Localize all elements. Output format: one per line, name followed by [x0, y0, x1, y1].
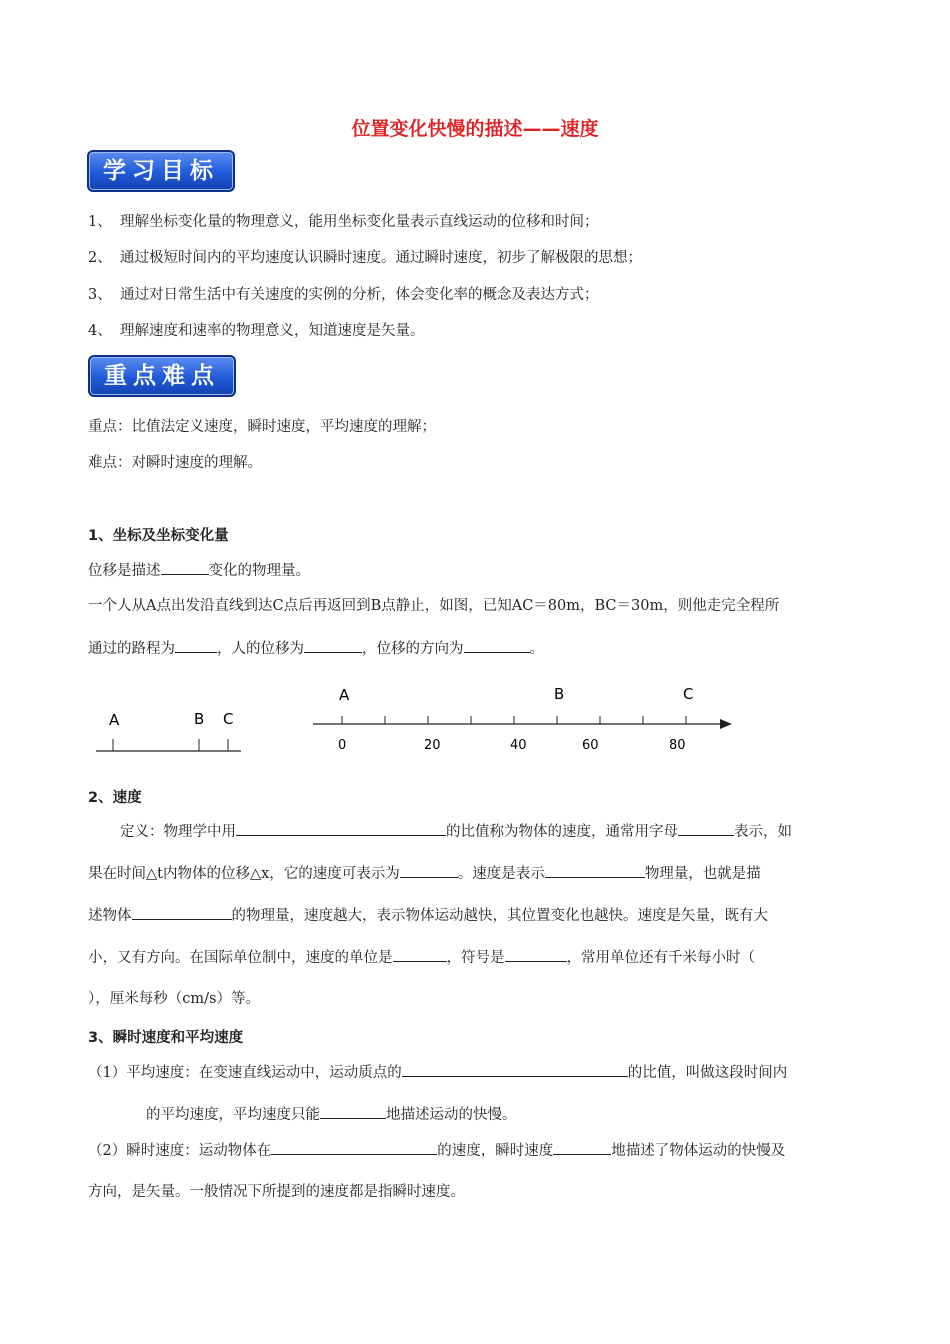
sec2-line-1 — [120, 821, 792, 842]
blank[interactable] — [553, 1140, 611, 1155]
key-important: 重点：比值法定义速度，瞬时速度，平均速度的理解； — [88, 419, 436, 435]
goal-num: 1、 — [88, 214, 112, 230]
text: 变化的物理量。 — [208, 563, 310, 579]
text: 述物体 — [88, 908, 132, 924]
blank[interactable] — [400, 863, 458, 878]
section-1-heading: 1、坐标及坐标变化量 — [88, 528, 229, 544]
text: 的比值称为物体的速度，通常用字母 — [446, 824, 678, 840]
left-label-a: A — [109, 711, 120, 729]
blank[interactable] — [464, 638, 530, 653]
goal-item-3 — [88, 285, 599, 305]
goal-text: 通过对日常生活中有关速度的实例的分析，体会变化率的概念及表达方式； — [120, 287, 599, 303]
blank[interactable] — [393, 947, 447, 962]
text: 表示，如 — [734, 824, 792, 840]
sec2-line-2 — [88, 863, 761, 884]
goal-num: 2、 — [88, 250, 112, 266]
sec3-inst-line-1 — [88, 1140, 785, 1161]
axis-point-b: B — [554, 685, 565, 703]
text: 地描述运动的快慢。 — [386, 1107, 517, 1123]
text: 物理量，也就是描 — [644, 866, 761, 882]
blank[interactable] — [132, 905, 232, 920]
left-label-b: B — [194, 710, 205, 728]
left-line-figure — [96, 710, 241, 751]
blank[interactable] — [678, 821, 734, 836]
axis-tick-label: 40 — [510, 738, 527, 753]
blank[interactable] — [545, 863, 645, 878]
text: 通过的路程为 — [88, 641, 175, 657]
text: ，人的位移为 — [217, 641, 304, 657]
axis-tick-label: 60 — [582, 738, 599, 753]
section-2-heading: 2、速度 — [88, 790, 142, 806]
goal-num: 3、 — [88, 287, 112, 303]
section-3-heading: 3、瞬时速度和平均速度 — [88, 1030, 244, 1046]
blank[interactable] — [505, 947, 567, 962]
page-title: 位置变化快慢的描述——速度 — [351, 118, 599, 140]
text: ，常用单位还有千米每小时（ — [566, 950, 755, 966]
text: 的比值，叫做这段时间内 — [627, 1065, 788, 1081]
sec1-line-2: 一个人从A点出发沿直线到达C点后再返回到B点静止，如图，已知AC＝80m，BC＝30m，则他走完全程所 — [88, 598, 780, 614]
sec2-line-4 — [88, 947, 755, 968]
blank[interactable] — [304, 638, 362, 653]
goal-text: 理解速度和速率的物理意义，知道速度是矢量。 — [120, 323, 425, 339]
axis-tick-label: 0 — [338, 738, 347, 753]
text: 。速度是表示 — [457, 866, 545, 882]
goal-text: 通过极短时间内的平均速度认识瞬时速度。通过瞬时速度，初步了解极限的思想； — [120, 250, 642, 266]
blank[interactable] — [320, 1104, 386, 1119]
sec3-avg-line-2 — [146, 1104, 517, 1125]
sec1-line-1 — [88, 560, 310, 581]
blank[interactable] — [175, 638, 217, 653]
text: （1）平均速度：在变速直线运动中，运动质点的 — [88, 1065, 402, 1081]
blank[interactable] — [161, 560, 209, 575]
text: ，符号是 — [446, 950, 505, 966]
banner-learning-goals: 学习目标 — [87, 150, 235, 192]
number-axis-figure — [313, 685, 732, 753]
axis-point-a: A — [339, 686, 350, 704]
banner-key-points: 重点难点 — [88, 355, 236, 397]
axis-tick-label: 20 — [424, 738, 441, 753]
axis-tick-label: 80 — [669, 738, 686, 753]
position-figure — [0, 675, 950, 765]
blank[interactable] — [402, 1062, 628, 1077]
goal-item-1 — [88, 212, 599, 232]
text: （2）瞬时速度：运动物体在 — [88, 1143, 272, 1159]
key-difficult: 难点：对瞬时速度的理解。 — [88, 455, 262, 471]
axis-arrow-icon — [720, 719, 732, 729]
left-label-c: C — [223, 710, 234, 728]
text: 。 — [529, 641, 544, 657]
goal-num: 4、 — [88, 323, 112, 339]
text: 地描述了物体运动的快慢及 — [611, 1143, 786, 1159]
blank[interactable] — [236, 821, 446, 836]
sec2-line-3 — [88, 905, 768, 926]
text: ，位移的方向为 — [362, 641, 464, 657]
goal-item-2 — [88, 248, 642, 268]
text: 小，又有方向。在国际单位制中，速度的单位是 — [88, 950, 393, 966]
text: 定义：物理学中用 — [120, 824, 236, 840]
text: 果在时间△t内物体的位移△x，它的速度可表示为 — [88, 866, 400, 882]
text: 位移是描述 — [88, 563, 161, 579]
goal-text: 理解坐标变化量的物理意义，能用坐标变化量表示直线运动的位移和时间； — [120, 214, 599, 230]
sec1-line-3 — [88, 638, 544, 659]
blank[interactable] — [271, 1140, 437, 1155]
goal-item-4 — [88, 321, 425, 341]
sec3-inst-line-2: 方向，是矢量。一般情况下所提到的速度都是指瞬时速度。 — [88, 1184, 465, 1200]
text: 的物理量，速度越大，表示物体运动越快，其位置变化也越快。速度是矢量，既有大 — [231, 908, 768, 924]
sec3-avg-line-1 — [88, 1062, 787, 1083]
sec2-line-5: ），厘米每秒（cm/s）等。 — [88, 991, 260, 1007]
axis-point-c: C — [683, 685, 694, 703]
text: 的速度，瞬时速度 — [437, 1143, 554, 1159]
text: 的平均速度，平均速度只能 — [146, 1107, 320, 1123]
